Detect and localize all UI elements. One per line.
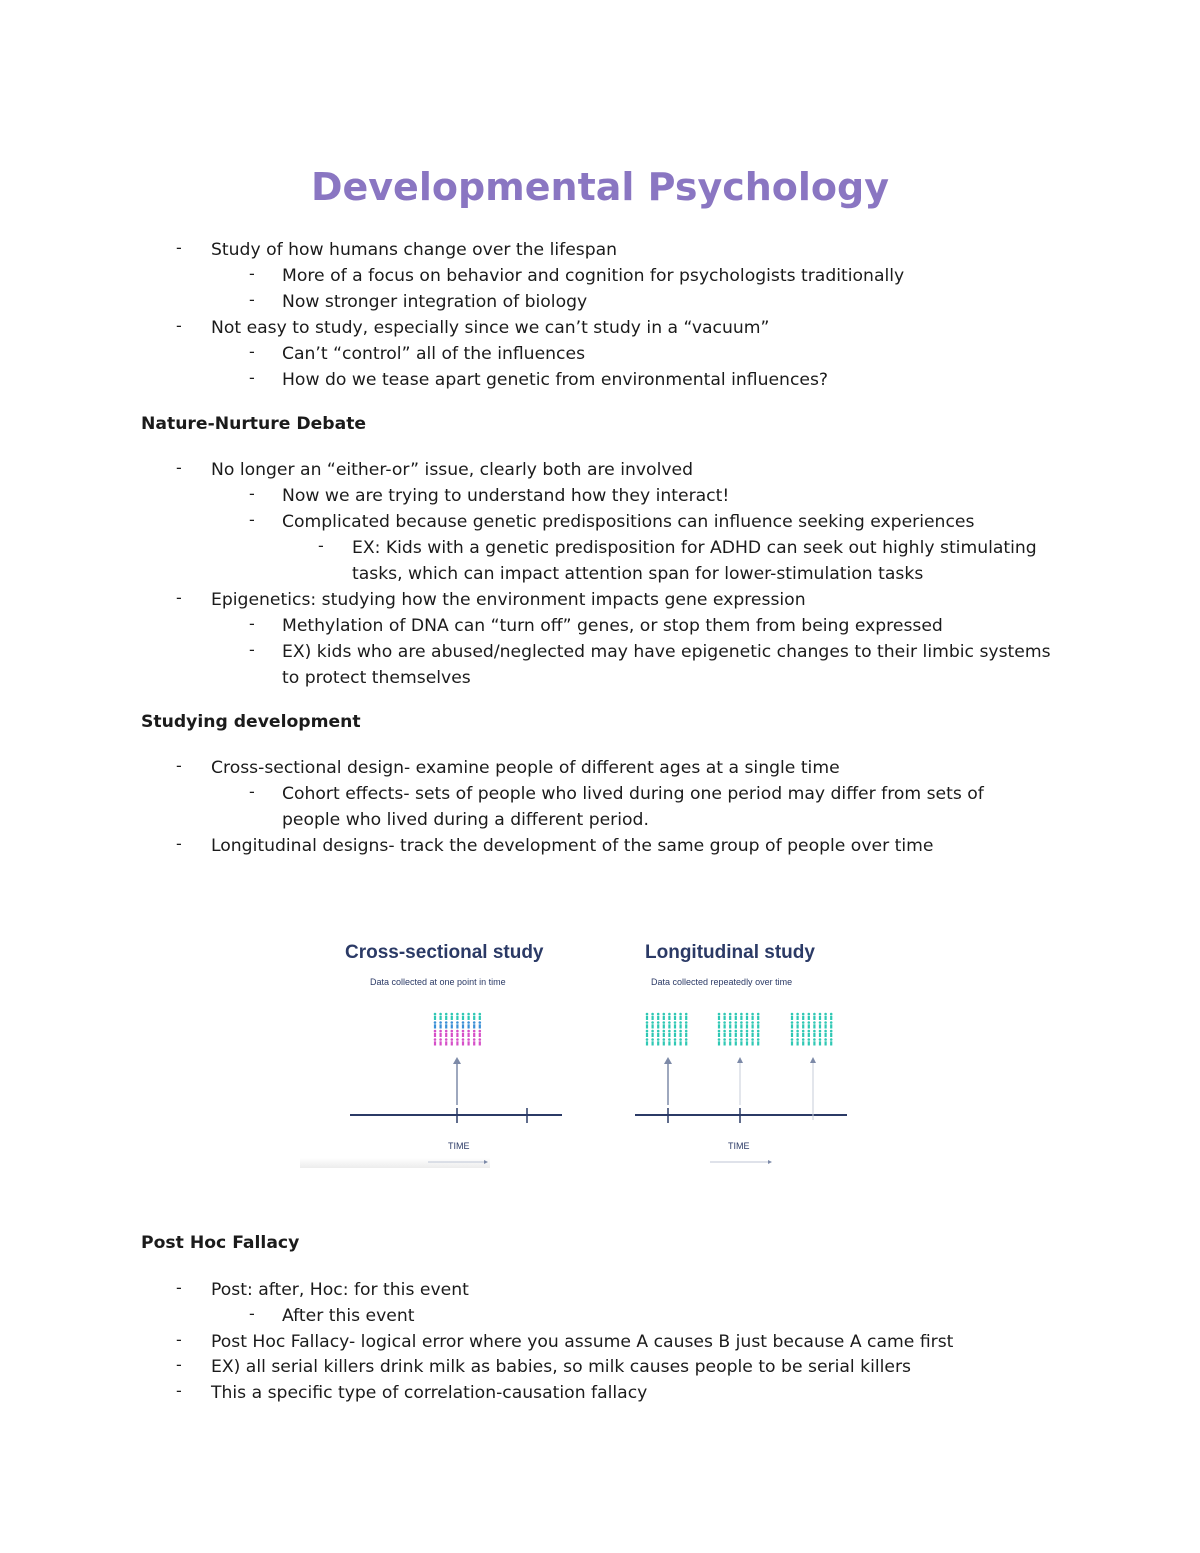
person-icon — [729, 1013, 732, 1020]
bullet-text: No longer an “either-or” issue, clearly both are involved — [211, 460, 693, 480]
bullet-text: EX: Kids with a genetic predisposition for ADHD can seek out highly stimulating — [352, 538, 1037, 558]
person-icon — [685, 1038, 688, 1045]
person-icon — [808, 1013, 811, 1020]
person-icon — [813, 1013, 816, 1020]
person-icon — [791, 1021, 794, 1028]
person-icon — [819, 1030, 822, 1037]
person-icon — [479, 1038, 482, 1045]
person-icon — [473, 1030, 476, 1037]
arrow-up-head — [453, 1057, 461, 1064]
people-icons — [434, 1013, 833, 1046]
person-icon — [674, 1021, 677, 1028]
person-icon — [674, 1013, 677, 1020]
bullet-text-continued: tasks, which can impact attention span for lower-stimulation tasks — [352, 564, 924, 584]
person-icon — [746, 1030, 749, 1037]
person-icon — [729, 1030, 732, 1037]
bullet-dash: - — [176, 588, 182, 607]
time-arrow-right-head — [768, 1160, 772, 1164]
person-icon — [467, 1038, 470, 1045]
person-icon — [651, 1038, 654, 1045]
person-icon — [751, 1013, 754, 1020]
person-icon — [824, 1021, 827, 1028]
person-icon — [735, 1013, 738, 1020]
person-icon — [674, 1038, 677, 1045]
person-icon — [663, 1013, 666, 1020]
person-icon — [718, 1013, 721, 1020]
person-icon — [462, 1021, 465, 1028]
person-icon — [751, 1030, 754, 1037]
person-icon — [751, 1021, 754, 1028]
person-icon — [657, 1013, 660, 1020]
person-icon — [746, 1013, 749, 1020]
bullet-text: EX) kids who are abused/neglected may have epigenetic changes to their limbic systems — [282, 642, 1051, 662]
person-icon — [651, 1013, 654, 1020]
bullet-dash: - — [249, 290, 255, 309]
bullet-text: EX) all serial killers drink milk as babies, so milk causes people to be serial killers — [211, 1357, 912, 1377]
person-icon — [456, 1038, 459, 1045]
section-heading: Post Hoc Fallacy — [141, 1233, 300, 1253]
person-icon — [824, 1013, 827, 1020]
bullet-text: After this event — [282, 1306, 415, 1326]
arrow-up-head — [737, 1057, 743, 1063]
person-icon — [723, 1030, 726, 1037]
bullet-dash: - — [249, 640, 255, 659]
bullet-text: Epigenetics: studying how the environment impacts gene expression — [211, 590, 806, 610]
person-icon — [473, 1021, 476, 1028]
bullet-text: Now stronger integration of biology — [282, 292, 588, 312]
bullet-dash: - — [176, 1278, 182, 1297]
bullet-text: Post Hoc Fallacy- logical error where you assume A causes B just because A came first — [211, 1332, 954, 1352]
bullet-text: Study of how humans change over the lifespan — [211, 240, 618, 260]
person-icon — [735, 1021, 738, 1028]
person-icon — [808, 1021, 811, 1028]
cross-sectional-subtitle: Data collected at one point in time — [370, 977, 506, 987]
person-icon — [808, 1038, 811, 1045]
bullet-text: Cross-sectional design- examine people of different ages at a single time — [211, 758, 840, 778]
person-icon — [757, 1013, 760, 1020]
person-icon — [451, 1030, 454, 1037]
person-icon — [439, 1013, 442, 1020]
person-icon — [679, 1038, 682, 1045]
person-icon — [434, 1013, 437, 1020]
person-icon — [830, 1021, 833, 1028]
person-icon — [479, 1030, 482, 1037]
bullet-dash: - — [176, 316, 182, 335]
person-icon — [657, 1030, 660, 1037]
person-icon — [735, 1038, 738, 1045]
bullet-dash: - — [176, 1355, 182, 1374]
person-icon — [451, 1038, 454, 1045]
bullet-text: More of a focus on behavior and cognition for psychologists traditionally — [282, 266, 905, 286]
bullet-text: Post: after, Hoc: for this event — [211, 1280, 469, 1300]
person-icon — [740, 1030, 743, 1037]
person-icon — [802, 1021, 805, 1028]
person-icon — [679, 1013, 682, 1020]
person-icon — [467, 1013, 470, 1020]
person-icon — [830, 1013, 833, 1020]
person-icon — [445, 1030, 448, 1037]
bullet-text: Longitudinal designs- track the development of the same group of people over time — [211, 836, 934, 856]
bullet-text-continued: to protect themselves — [282, 668, 471, 688]
bullet-dash: - — [249, 342, 255, 361]
person-icon — [668, 1021, 671, 1028]
person-icon — [740, 1013, 743, 1020]
person-icon — [746, 1021, 749, 1028]
person-icon — [473, 1038, 476, 1045]
person-icon — [796, 1030, 799, 1037]
person-icon — [729, 1038, 732, 1045]
person-icon — [663, 1030, 666, 1037]
person-icon — [824, 1030, 827, 1037]
person-icon — [651, 1030, 654, 1037]
bullet-dash: - — [249, 484, 255, 503]
page-title: Developmental Psychology — [310, 165, 890, 209]
person-icon — [456, 1021, 459, 1028]
person-icon — [718, 1021, 721, 1028]
person-icon — [718, 1030, 721, 1037]
person-icon — [718, 1038, 721, 1045]
person-icon — [451, 1013, 454, 1020]
longitudinal-title: Longitudinal study — [645, 942, 815, 963]
bullet-text: Cohort effects- sets of people who lived during one period may differ from sets of — [282, 784, 984, 804]
person-icon — [819, 1038, 822, 1045]
bullet-text: Complicated because genetic predispositions can influence seeking experiences — [282, 512, 975, 532]
person-icon — [757, 1038, 760, 1045]
bullet-dash: - — [176, 1330, 182, 1349]
person-icon — [757, 1030, 760, 1037]
person-icon — [723, 1013, 726, 1020]
person-icon — [445, 1021, 448, 1028]
person-icon — [796, 1021, 799, 1028]
person-icon — [802, 1030, 805, 1037]
person-icon — [819, 1013, 822, 1020]
bullet-dash: - — [318, 536, 324, 555]
person-icon — [735, 1030, 738, 1037]
person-icon — [451, 1021, 454, 1028]
section-heading: Studying development — [141, 712, 361, 732]
person-icon — [813, 1030, 816, 1037]
person-icon — [462, 1030, 465, 1037]
person-icon — [657, 1038, 660, 1045]
person-icon — [467, 1030, 470, 1037]
person-icon — [685, 1030, 688, 1037]
person-icon — [467, 1021, 470, 1028]
person-icon — [679, 1030, 682, 1037]
person-icon — [729, 1021, 732, 1028]
longitudinal-subtitle: Data collected repeatedly over time — [651, 977, 793, 987]
person-icon — [439, 1030, 442, 1037]
bullet-dash: - — [249, 1304, 255, 1323]
person-icon — [679, 1021, 682, 1028]
person-icon — [723, 1038, 726, 1045]
time-label-right: TIME — [728, 1141, 750, 1151]
arrow-up-head — [810, 1057, 816, 1063]
person-icon — [740, 1021, 743, 1028]
person-icon — [646, 1013, 649, 1020]
time-label-left: TIME — [448, 1141, 470, 1151]
person-icon — [439, 1021, 442, 1028]
person-icon — [651, 1021, 654, 1028]
bullet-text: Methylation of DNA can “turn off” genes, or stop them from being expressed — [282, 616, 943, 636]
person-icon — [791, 1013, 794, 1020]
person-icon — [646, 1038, 649, 1045]
arrow-up-head — [664, 1057, 672, 1064]
bullet-dash: - — [176, 834, 182, 853]
bullet-dash: - — [176, 756, 182, 775]
person-icon — [746, 1038, 749, 1045]
person-icon — [740, 1038, 743, 1045]
bullet-dash: - — [176, 458, 182, 477]
bullet-dash: - — [249, 782, 255, 801]
person-icon — [456, 1030, 459, 1037]
person-icon — [830, 1038, 833, 1045]
person-icon — [757, 1021, 760, 1028]
bullet-text: Not easy to study, especially since we can’t study in a “vacuum” — [211, 318, 770, 338]
person-icon — [796, 1013, 799, 1020]
person-icon — [646, 1021, 649, 1028]
section-heading: Nature-Nurture Debate — [141, 414, 367, 434]
person-icon — [434, 1038, 437, 1045]
person-icon — [668, 1013, 671, 1020]
person-icon — [802, 1038, 805, 1045]
person-icon — [439, 1038, 442, 1045]
person-icon — [685, 1013, 688, 1020]
person-icon — [791, 1030, 794, 1037]
bullet-dash: - — [176, 238, 182, 257]
person-icon — [663, 1021, 666, 1028]
cross-sectional-title: Cross-sectional study — [345, 942, 544, 963]
bullet-text: Now we are trying to understand how they interact! — [282, 486, 730, 506]
person-icon — [657, 1021, 660, 1028]
person-icon — [479, 1021, 482, 1028]
person-icon — [791, 1038, 794, 1045]
person-icon — [663, 1038, 666, 1045]
person-icon — [819, 1021, 822, 1028]
person-icon — [813, 1021, 816, 1028]
person-icon — [456, 1013, 459, 1020]
person-icon — [462, 1013, 465, 1020]
person-icon — [445, 1038, 448, 1045]
person-icon — [824, 1038, 827, 1045]
person-icon — [685, 1021, 688, 1028]
person-icon — [434, 1030, 437, 1037]
bullet-text: This a specific type of correlation-causation fallacy — [211, 1383, 648, 1403]
bullet-dash: - — [176, 1381, 182, 1400]
bullet-dash: - — [249, 368, 255, 387]
person-icon — [674, 1030, 677, 1037]
person-icon — [830, 1030, 833, 1037]
person-icon — [668, 1038, 671, 1045]
bullet-text-continued: people who lived during a different period. — [282, 810, 649, 830]
person-icon — [646, 1030, 649, 1037]
person-icon — [434, 1021, 437, 1028]
person-icon — [751, 1038, 754, 1045]
bullet-dash: - — [249, 614, 255, 633]
bullet-dash: - — [249, 510, 255, 529]
person-icon — [445, 1013, 448, 1020]
bullet-text: Can’t “control” all of the influences — [282, 344, 586, 364]
person-icon — [479, 1013, 482, 1020]
person-icon — [462, 1038, 465, 1045]
person-icon — [813, 1038, 816, 1045]
person-icon — [796, 1038, 799, 1045]
person-icon — [808, 1030, 811, 1037]
bullet-text: How do we tease apart genetic from environmental influences? — [282, 370, 829, 390]
person-icon — [473, 1013, 476, 1020]
time-arrow-left-head — [484, 1160, 488, 1164]
person-icon — [668, 1030, 671, 1037]
person-icon — [723, 1021, 726, 1028]
person-icon — [802, 1013, 805, 1020]
bullet-dash: - — [249, 264, 255, 283]
